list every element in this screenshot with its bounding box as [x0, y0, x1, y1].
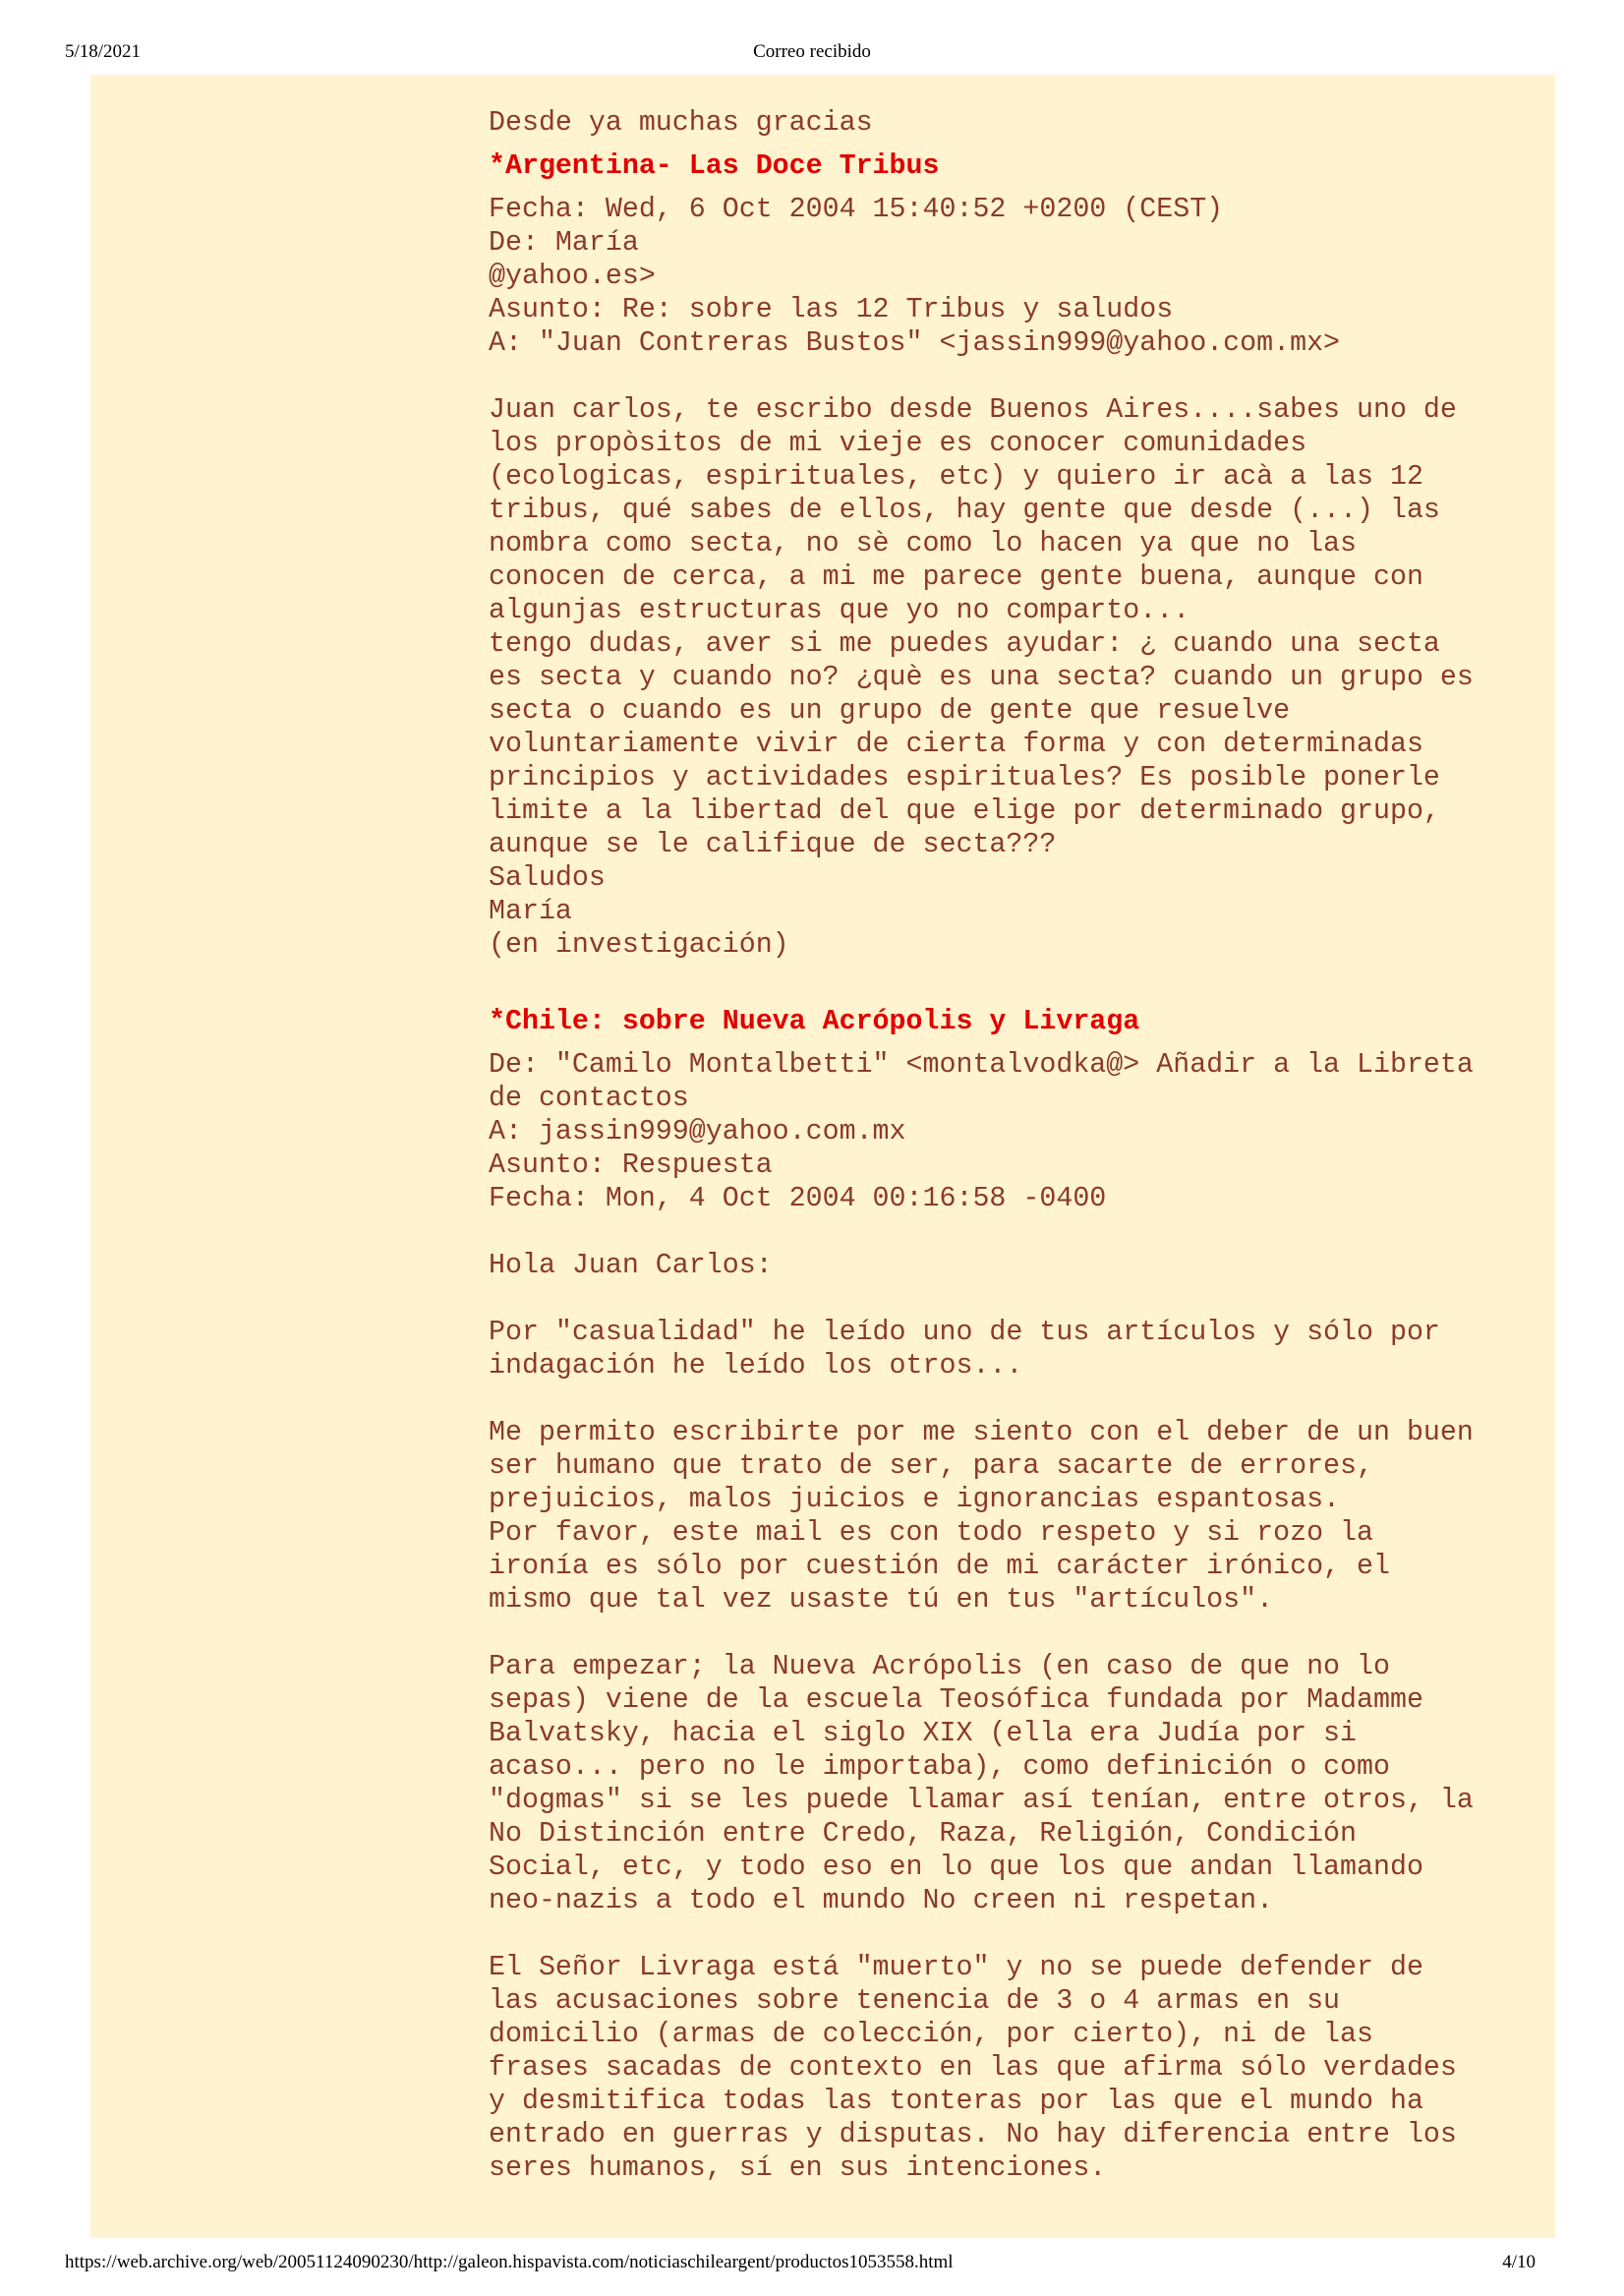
header-line: @yahoo.es>	[489, 261, 656, 292]
print-page-title: Correo recibido	[753, 41, 871, 62]
header-line: Asunto: Re: sobre las 12 Tribus y saludos	[489, 294, 1174, 325]
body-line: seres humanos, sí en sus intenciones.	[489, 2152, 1107, 2184]
body-line: conocen de cerca, a mi me parece gente buena, aunque con	[489, 561, 1423, 593]
header-line: Asunto: Respuesta	[489, 1149, 773, 1181]
section-title-argentina: *Argentina- Las Doce Tribus	[489, 150, 940, 182]
header-line: de contactos	[489, 1083, 689, 1114]
email-headers-argentina	[489, 193, 1545, 360]
body-line: Juan carlos, te escribo desde Buenos Aires....sabes uno de	[489, 394, 1457, 426]
body-line: ser humano que trato de ser, para sacarte de errores,	[489, 1450, 1373, 1482]
body-line: (en investigación)	[489, 929, 789, 961]
page-number: 4/10	[1502, 2252, 1536, 2272]
body-line: entrado en guerras y disputas. No hay diferencia entre los	[489, 2119, 1457, 2150]
print-date: 5/18/2021	[65, 41, 142, 62]
intro-line: Desde ya muchas gracias	[489, 107, 873, 139]
email-headers-chile	[489, 1048, 1545, 1215]
body-line: principios y actividades espirituales? Es posible ponerle	[489, 762, 1440, 794]
body-line: voluntariamente vivir de cierta forma y con determinadas	[489, 729, 1423, 760]
body-line: María	[489, 896, 572, 927]
paragraph-1	[489, 1316, 1545, 1383]
body-line: nombra como secta, no sè como lo hacen ya que no las	[489, 528, 1358, 559]
body-line: ironía es sólo por cuestión de mi carácter irónico, el	[489, 1551, 1390, 1582]
paragraph-4	[489, 1951, 1545, 2185]
header-line: A: "Juan Contreras Bustos" <jassin999@yahoo.com.mx>	[489, 327, 1341, 359]
body-line: tengo dudas, aver si me puedes ayudar: ¿ cuando una secta	[489, 628, 1440, 660]
body-line: prejuicios, malos juicios e ignorancias espantosas.	[489, 1484, 1341, 1515]
body-line: "dogmas" si se les puede llamar así tenían, entre otros, la	[489, 1785, 1474, 1816]
body-line: limite a la libertad del que elige por determinado grupo,	[489, 795, 1440, 827]
body-line: mismo que tal vez usaste tú en tus "artículos".	[489, 1584, 1274, 1616]
header-line: Fecha: Mon, 4 Oct 2004 00:16:58 -0400	[489, 1183, 1107, 1214]
email-body-argentina	[489, 393, 1545, 962]
body-line: secta o cuando es un grupo de gente que resuelve	[489, 695, 1291, 727]
body-line: neo-nazis a todo el mundo No creen ni respetan.	[489, 1885, 1274, 1916]
print-url: https://web.archive.org/web/20051124090230/http://galeon.hispavista.com/noticiaschileargent/productos1053558.html	[65, 2252, 954, 2272]
section-title-chile: *Chile: sobre Nueva Acrópolis y Livraga	[489, 1006, 1140, 1037]
body-line: frases sacadas de contexto en las que afirma sólo verdades	[489, 2052, 1457, 2084]
body-line: algunjas estructuras que yo no comparto...	[489, 595, 1190, 626]
paragraph-3	[489, 1650, 1545, 1917]
body-line: Social, etc, y todo eso en lo que los que andan llamando	[489, 1852, 1423, 1883]
body-line: domicilio (armas de colección, por cierto), ni de las	[489, 2019, 1373, 2050]
body-line: El Señor Livraga está "muerto" y no se puede defender de	[489, 1952, 1423, 1983]
message-content	[489, 106, 1545, 2185]
body-line: es secta y cuando no? ¿què es una secta? cuando un grupo es	[489, 662, 1474, 693]
body-line: sepas) viene de la escuela Teosófica fundada por Madamme	[489, 1684, 1423, 1716]
header-line: A: jassin999@yahoo.com.mx	[489, 1116, 906, 1148]
print-footer	[0, 2252, 1624, 2277]
body-line: tribus, qué sabes de ellos, hay gente que desde (...) las	[489, 495, 1440, 526]
header-line: De: "Camilo Montalbetti" <montalvodka@> Añadir a la Libreta	[489, 1049, 1474, 1081]
body-line: los propòsitos de mi vieje es conocer comunidades	[489, 428, 1307, 459]
body-line: Por "casualidad" he leído uno de tus artículos y sólo por	[489, 1317, 1440, 1348]
body-line: las acusaciones sobre tenencia de 3 o 4 armas en su	[489, 1985, 1341, 2017]
body-line: acaso... pero no le importaba), como definición o como	[489, 1751, 1390, 1783]
body-line: y desmitifica todas las tonteras por las que el mundo ha	[489, 2086, 1423, 2117]
header-line: Fecha: Wed, 6 Oct 2004 15:40:52 +0200 (CEST)	[489, 194, 1224, 225]
body-line: No Distinción entre Credo, Raza, Religión, Condición	[489, 1818, 1358, 1850]
header-line: De: María	[489, 227, 639, 259]
body-line: Saludos	[489, 862, 606, 894]
body-line: Por favor, este mail es con todo respeto y si rozo la	[489, 1517, 1373, 1549]
greeting-line: Hola Juan Carlos:	[489, 1250, 773, 1281]
body-line: indagación he leído los otros...	[489, 1350, 1023, 1382]
body-line: Para empezar; la Nueva Acrópolis (en caso de que no lo	[489, 1651, 1390, 1682]
body-line: (ecologicas, espirituales, etc) y quiero ir acà a las 12	[489, 461, 1423, 493]
paragraph-2	[489, 1416, 1545, 1617]
body-line: Balvatsky, hacia el siglo XIX (ella era Judía por si	[489, 1718, 1358, 1749]
body-line: Me permito escribirte por me siento con el deber de un buen	[489, 1417, 1474, 1448]
print-header	[0, 41, 1624, 67]
body-line: aunque se le califique de secta???	[489, 829, 1057, 860]
